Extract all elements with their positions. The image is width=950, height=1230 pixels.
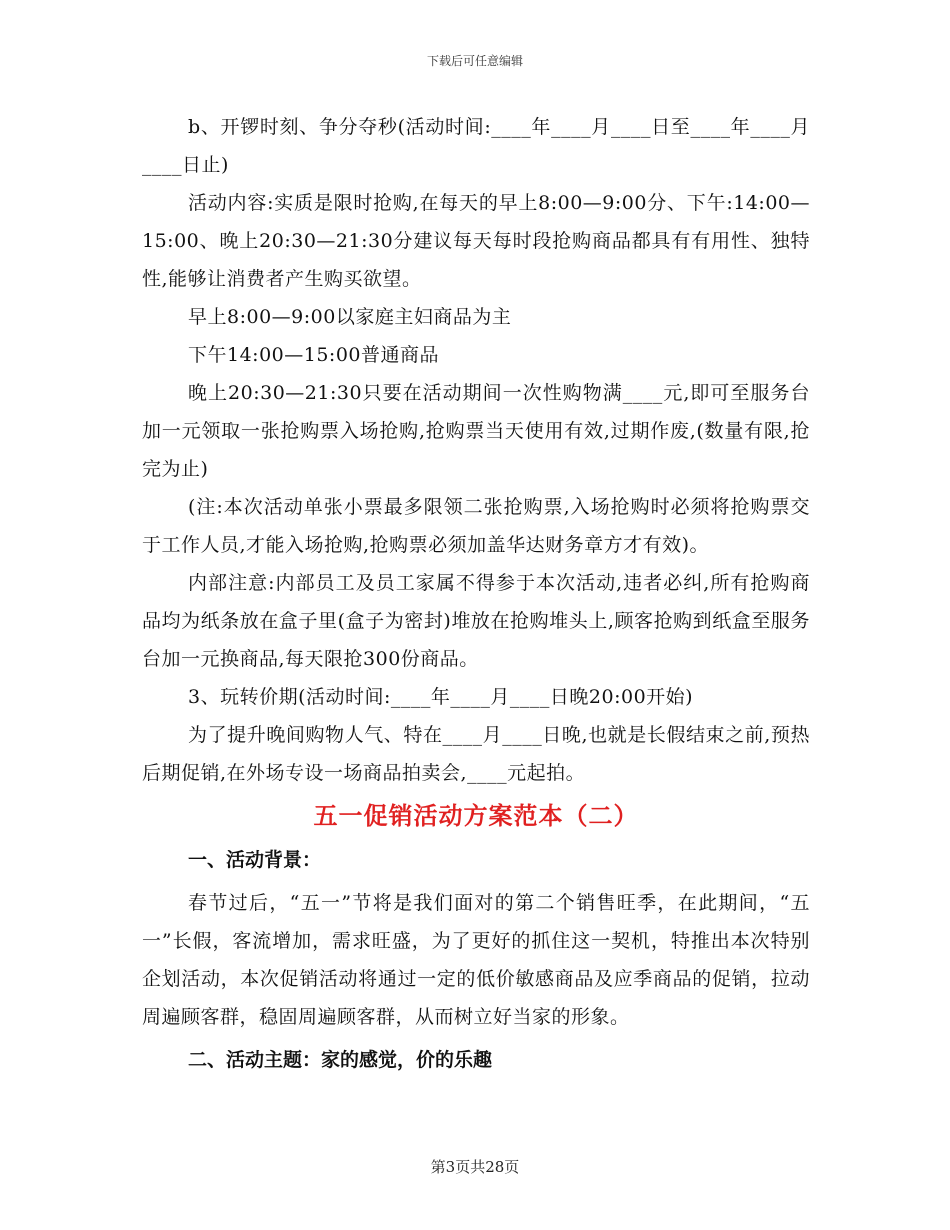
paragraph-background: 春节过后，“五一”节将是我们面对的第二个销售旺季，在此期间，“五一”长假，客流增加，需求旺盛，为了更好的抓住这一契机，特推出本次特别企划活动，本次促销活动将通过一定的低价敏感商品及应季商品的促销，拉动周遍顾客群，稳固周遍顾客群，从而树立好当家的形象。 xyxy=(142,892,810,1028)
paragraph-note: (注:本次活动单张小票最多限领二张抢购票,入场抢购时必须将抢购票交于工作人员,才能入场抢购,抢购票必须加盖华达财务章方才有效)。 xyxy=(142,496,810,556)
paragraph-evening: 晚上20:30—21:30只要在活动期间一次性购物满____元,即可至服务台加一元领取一张抢购票入场抢购,抢购票当天使用有效,过期作废,(数量有限,抢完为止) xyxy=(142,382,810,480)
paragraph-price-period: 3、玩转价期(活动时间:____年____月____日晚20:00开始) xyxy=(188,686,694,708)
section-title: 五一促销活动方案范本（二） xyxy=(313,801,639,830)
page-footer: 第3页共28页 xyxy=(430,1158,520,1176)
paragraph-internal-notice: 内部注意:内部员工及员工家属不得参于本次活动,违者必纠,所有抢购商品均为纸条放在盒子里(盒子为密封)堆放在抢购堆头上,顾客抢购到纸盒至服务台加一元换商品,每天限抢300份商品。 xyxy=(142,572,810,670)
page-header: 下载后可任意编辑 xyxy=(426,54,523,68)
paragraph-auction: 为了提升晚间购物人气、特在____月____日晚,也就是长假结束之前,预热后期促销,在外场专设一场商品拍卖会,____元起拍。 xyxy=(142,724,810,784)
paragraph-schedule: b、开锣时刻、争分夺秒(活动时间:____年____月____日至____年____月____日止) xyxy=(142,116,810,176)
paragraph-afternoon: 下午14:00—15:00普通商品 xyxy=(188,344,440,366)
paragraph-activity-content: 活动内容:实质是限时抢购,在每天的早上8:00—9:00分、下午:14:00—15:00、晚上20:30—21:30分建议每天每时段抢购商品都具有有用性、独特性,能够让消费者产生购买欲望。 xyxy=(142,192,810,290)
heading-background: 一、活动背景： xyxy=(188,849,322,871)
heading-theme: 二、活动主题：家的感觉，价的乐趣 xyxy=(188,1049,493,1071)
paragraph-morning: 早上8:00—9:00以家庭主妇商品为主 xyxy=(188,306,512,328)
document-body xyxy=(142,108,810,1084)
